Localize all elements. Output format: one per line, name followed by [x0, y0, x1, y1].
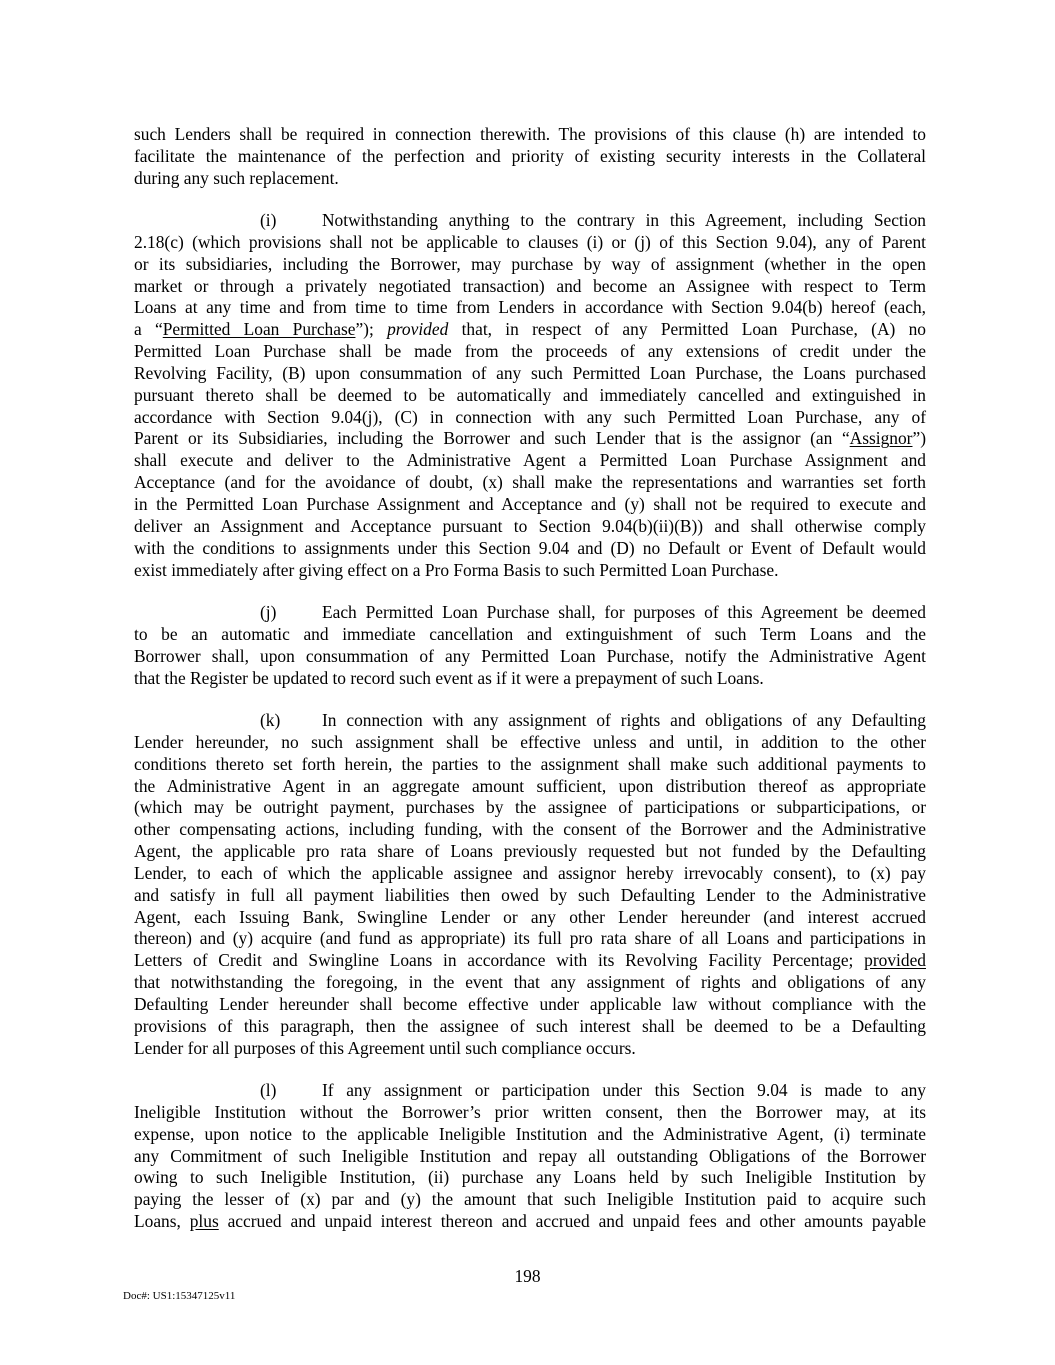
text-line: Borrower shall, upon consummation of any Permitted Loan Purchase, notify the Administrative Agent: [134, 645, 926, 666]
text-line: with the conditions to assignments under this Section 9.04 and (D) no Default or Event of Default would: [134, 537, 926, 558]
clause-enumerator: (j): [260, 602, 277, 622]
text-line: (which may be outright payment, purchases by the assignee of participations or subparticipations, or: [134, 797, 926, 818]
text-line: and satisfy in full all payment liabilities then owed by such Defaulting Lender to the Administrative: [134, 884, 926, 905]
paragraph-h-continuation: [134, 124, 926, 190]
text-line: Agent, each Issuing Bank, Swingline Lender or any other Lender hereunder (and interest accrued: [134, 906, 926, 927]
text-line: Revolving Facility, (B) upon consummation of any such Permitted Loan Purchase, the Loans purchased: [134, 362, 926, 383]
text-line: to be an automatic and immediate cancellation and extinguishment of such Term Loans and the: [134, 623, 926, 644]
text-line: expense, upon notice to the applicable Ineligible Institution and the Administrative Agent, (i) terminate: [134, 1123, 926, 1144]
paragraph-k: [134, 710, 926, 1060]
paragraph-i: [134, 210, 926, 581]
text-line: Permitted Loan Purchase shall be made from the proceeds of any extensions of credit under the: [134, 341, 926, 362]
text-line: Agent, the applicable pro rata share of Loans previously requested but not funded by the Defaulting: [134, 841, 926, 862]
text-line: (j) Each Permitted Loan Purchase shall, for purposes of this Agreement be deemed: [260, 602, 926, 622]
text-line: such Lenders shall be required in connection therewith. The provisions of this clause (h) are intended to: [134, 124, 926, 144]
clause-enumerator: (l): [260, 1080, 277, 1100]
text-line: shall execute and deliver to the Administrative Agent a Permitted Loan Purchase Assignment and: [134, 450, 926, 471]
text-line: that the Register be updated to record such event as if it were a prepayment of such Loans.: [134, 667, 764, 688]
text-line: or its subsidiaries, including the Borrower, may purchase by way of assignment (whether in the open: [134, 253, 926, 274]
text-line: the Administrative Agent in an aggregate amount sufficient, upon distribution thereof as appropriate: [134, 775, 926, 796]
text-line: (i) Notwithstanding anything to the contrary in this Agreement, including Section: [260, 210, 926, 230]
text-line: paying the lesser of (x) par and (y) the amount that such Ineligible Institution paid to acquire such: [134, 1189, 926, 1210]
text-line: market or through a privately negotiated transaction) and become an Assignee with respect to Term: [134, 275, 926, 296]
text-line: Loans at any time and from time to time from Lenders in accordance with Section 9.04(b) hereof (each,: [134, 297, 926, 318]
proviso-term: provided: [864, 950, 926, 971]
proviso-term: provided: [387, 319, 449, 340]
text-line: any Commitment of such Ineligible Institution and repay all outstanding Obligations of the Borrower: [134, 1145, 926, 1166]
plus-term: plus: [189, 1211, 219, 1232]
text-line: a “Permitted Loan Purchase”); provided that, in respect of any Permitted Loan Purchase, (A) no: [134, 319, 926, 340]
paragraph-j: [134, 602, 926, 689]
text-line: Lender for all purposes of this Agreement until such compliance occurs.: [134, 1037, 636, 1058]
text-line: Letters of Credit and Swingline Loans in accordance with its Revolving Facility Percentage; provided: [134, 950, 926, 971]
text-line: Lender, to each of which the applicable assignee and assignor hereby irrevocably consent), to (x) pay: [134, 862, 926, 883]
document-id: Doc#: US1:15347125v11: [123, 1290, 236, 1302]
text-line: thereon) and (y) acquire (and fund as appropriate) its full pro rata share of all Loans and participations in: [134, 928, 926, 949]
text-line: (k) In connection with any assignment of rights and obligations of any Defaulting: [260, 710, 926, 730]
text-line: in the Permitted Loan Purchase Assignment and Acceptance and (y) shall not be required to execute and: [134, 493, 926, 514]
page-number: 198: [514, 1266, 541, 1286]
text-line: that notwithstanding the foregoing, in the event that any assignment of rights and obligations of any: [134, 972, 926, 993]
text-line: 2.18(c) (which provisions shall not be applicable to clauses (i) or (j) of this Section 9.04), any of Parent: [134, 231, 926, 252]
text-line: Loans, plus accrued and unpaid interest thereon and accrued and unpaid fees and other amounts payable: [134, 1211, 926, 1232]
text-line: Ineligible Institution without the Borrower’s prior written consent, then the Borrower may, at its: [134, 1101, 926, 1122]
clause-enumerator: (k): [260, 710, 281, 730]
text-line: Acceptance (and for the avoidance of doubt, (x) shall make the representations and warranties set forth: [134, 472, 926, 493]
text-line: Parent or its Subsidiaries, including the Borrower and such Lender that is the assignor (an “Assignor”): [134, 428, 926, 449]
text-line: during any such replacement.: [134, 167, 339, 188]
text-line: provisions of this paragraph, then the assignee of such interest shall be deemed to be a Defaulting: [134, 1015, 926, 1036]
paragraph-l: [134, 1080, 926, 1233]
text-line: Lender hereunder, no such assignment shall be effective unless and until, in addition to the other: [134, 731, 926, 752]
defined-term-assignor: Assignor: [849, 428, 913, 449]
text-line: facilitate the maintenance of the perfection and priority of existing security interests in the Collateral: [134, 145, 926, 166]
defined-term-permitted-loan-purchase: Permitted Loan Purchase: [162, 319, 356, 340]
text-line: Defaulting Lender hereunder shall become effective under applicable law without compliance with the: [134, 993, 926, 1014]
text-line: exist immediately after giving effect on a Pro Forma Basis to such Permitted Loan Purchase.: [134, 559, 779, 580]
text-line: (l) If any assignment or participation under this Section 9.04 is made to any: [260, 1080, 926, 1100]
text-line: owing to such Ineligible Institution, (ii) purchase any Loans held by such Ineligible Institution by: [134, 1167, 926, 1188]
text-line: other compensating actions, including funding, with the consent of the Borrower and the Administrative: [134, 819, 926, 840]
text-line: pursuant thereto shall be deemed to be automatically and immediately cancelled and extinguished in: [134, 384, 926, 405]
clause-enumerator: (i): [260, 210, 277, 230]
text-line: accordance with Section 9.04(j), (C) in connection with any such Permitted Loan Purchase, any of: [134, 406, 926, 427]
text-line: conditions thereto set forth herein, the parties to the assignment shall make such additional payments to: [134, 753, 926, 774]
text-line: deliver an Assignment and Acceptance pursuant to Section 9.04(b)(ii)(B)) and shall otherwise comply: [134, 515, 926, 536]
